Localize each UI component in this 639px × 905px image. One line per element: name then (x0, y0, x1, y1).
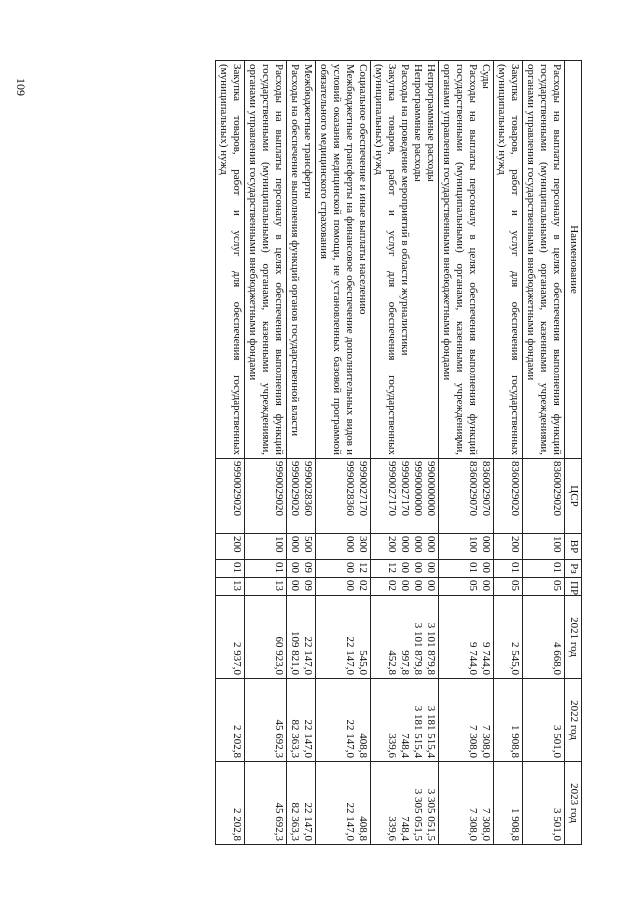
value-csr: 8360029020 (509, 461, 521, 516)
value-pr: 05 (467, 580, 479, 591)
cell-name (371, 61, 439, 459)
value-pr: 00 (425, 580, 437, 591)
value-y2021: 22 147,0 (344, 636, 356, 675)
value-y2022: 82 363,3 (289, 719, 301, 758)
value-vr: 000 (399, 536, 411, 553)
cell-y2021 (216, 596, 245, 679)
value-vr: 000 (425, 536, 437, 553)
value-rz: 12 (357, 562, 369, 573)
item-name: Межбюджетные трансферты (302, 64, 314, 199)
value-y2023: 1 908,8 (509, 808, 521, 841)
table-body (216, 61, 565, 845)
value-csr: 9990029020 (289, 461, 301, 516)
value-csr: 9990028360 (302, 461, 314, 516)
cell-vr (245, 534, 287, 560)
cell-csr (245, 459, 287, 534)
cell-vr (316, 534, 371, 560)
value-y2022: 3 181 515,4 (425, 705, 437, 758)
cell-y2021 (287, 596, 316, 679)
value-csr: 9900000000 (425, 461, 437, 516)
value-rz: 00 (399, 562, 411, 573)
value-csr: 9990027170 (386, 461, 398, 516)
cell-vr (371, 534, 439, 560)
value-rz: 01 (467, 562, 479, 573)
value-csr: 8360029020 (551, 461, 563, 516)
cell-y2023 (245, 762, 287, 845)
cell-pr (245, 578, 287, 596)
value-pr: 00 (480, 580, 492, 591)
value-y2021: 9 744,0 (480, 642, 492, 675)
value-rz: 00 (412, 562, 424, 573)
value-y2022: 45 692,3 (273, 719, 285, 758)
header-rz: Рз (565, 560, 582, 578)
value-rz: 00 (425, 562, 437, 573)
cell-rz (316, 560, 371, 578)
value-vr: 200 (231, 536, 243, 553)
value-y2022: 7 308,0 (480, 725, 492, 758)
table-row (316, 61, 371, 845)
value-vr: 000 (480, 536, 492, 553)
value-vr: 500 (302, 536, 314, 553)
value-y2022: 408,8 (357, 733, 369, 758)
value-rz: 01 (273, 562, 285, 573)
value-vr: 100 (467, 536, 479, 553)
value-vr: 000 (412, 536, 424, 553)
cell-y2021 (494, 596, 523, 679)
value-y2022: 748,4 (399, 733, 411, 758)
value-y2023: 748,4 (399, 816, 411, 841)
cell-rz (245, 560, 287, 578)
cell-y2023 (371, 762, 439, 845)
cell-y2023 (494, 762, 523, 845)
cell-name (287, 61, 316, 459)
header-vr: ВР (565, 534, 582, 560)
cell-y2021 (439, 596, 494, 679)
cell-name (216, 61, 245, 459)
value-pr: 00 (344, 580, 356, 591)
table-row (371, 61, 439, 845)
value-y2021: 545,0 (357, 650, 369, 675)
cell-pr (316, 578, 371, 596)
value-y2021: 2 937,0 (231, 642, 243, 675)
table-row (287, 61, 316, 845)
cell-y2023 (287, 762, 316, 845)
value-pr: 02 (386, 580, 398, 591)
value-y2021: 3 101 879,8 (425, 622, 437, 675)
value-pr: 13 (273, 580, 285, 591)
cell-csr (316, 459, 371, 534)
item-name: Непрограммные расходы (412, 64, 424, 182)
value-y2021: 4 668,0 (551, 642, 563, 675)
cell-vr (287, 534, 316, 560)
value-rz: 00 (480, 562, 492, 573)
item-name: Расходы на выплаты персоналу в целях обеспечения выполнения функций государственными (муниципальными) органами, казенными учреждениями, органами управления государственными внебюджетными фондами (247, 64, 285, 455)
cell-name (494, 61, 523, 459)
cell-vr (439, 534, 494, 560)
value-y2023: 339,6 (386, 816, 398, 841)
rotated-page-content (112, 60, 582, 845)
table-row (494, 61, 523, 845)
value-vr: 000 (289, 536, 301, 553)
cell-csr (287, 459, 316, 534)
value-y2023: 22 147,0 (344, 802, 356, 841)
header-2021: 2021 год (565, 596, 582, 679)
value-pr: 02 (357, 580, 369, 591)
table-row (245, 61, 287, 845)
value-rz: 01 (551, 562, 563, 573)
header-2023: 2023 год (565, 762, 582, 845)
value-y2021: 109 821,0 (289, 631, 301, 675)
item-name: Закупка товаров, работ и услуг для обеспечения государственных (муниципальных) нужд (496, 64, 521, 455)
cell-pr (287, 578, 316, 596)
value-csr: 9990028360 (344, 461, 356, 516)
table-row (523, 61, 565, 845)
cell-rz (287, 560, 316, 578)
cell-y2023 (216, 762, 245, 845)
value-y2021: 3 101 879,8 (412, 622, 424, 675)
value-y2023: 2 202,8 (231, 808, 243, 841)
header-csr: ЦСР (565, 459, 582, 534)
item-name: Межбюджетные трансферты на финансовое обеспечение дополнительных видов и условий оказания медицинской помощи, не установленных базовой программой обязательного медицинского страхования (318, 64, 356, 455)
value-y2023: 7 308,0 (480, 808, 492, 841)
cell-y2022 (494, 679, 523, 762)
table-header-row (565, 61, 582, 845)
cell-y2022 (316, 679, 371, 762)
cell-y2022 (287, 679, 316, 762)
item-name: Закупка товаров, работ и услуг для обеспечения государственных (муниципальных) нужд (373, 64, 398, 455)
header-name: Наименование (565, 61, 582, 459)
cell-y2021 (371, 596, 439, 679)
value-csr: 8360029070 (467, 461, 479, 516)
cell-csr (439, 459, 494, 534)
value-vr: 100 (273, 536, 285, 553)
cell-csr (523, 459, 565, 534)
cell-y2022 (245, 679, 287, 762)
cell-vr (494, 534, 523, 560)
value-rz: 00 (289, 562, 301, 573)
cell-csr (494, 459, 523, 534)
value-rz: 01 (509, 562, 521, 573)
value-csr: 9990000000 (412, 461, 424, 516)
cell-vr (523, 534, 565, 560)
cell-y2021 (523, 596, 565, 679)
value-pr: 00 (399, 580, 411, 591)
value-y2023: 7 308,0 (467, 808, 479, 841)
value-vr: 300 (357, 536, 369, 553)
value-pr: 13 (231, 580, 243, 591)
value-vr: 000 (344, 536, 356, 553)
item-name: Расходы на обеспечение выполнения функций органов государственной власти (289, 64, 301, 437)
cell-y2021 (316, 596, 371, 679)
value-y2022: 7 308,0 (467, 725, 479, 758)
value-y2021: 2 545,0 (509, 642, 521, 675)
value-y2021: 22 147,0 (302, 636, 314, 675)
cell-y2023 (523, 762, 565, 845)
cell-rz (371, 560, 439, 578)
value-y2021: 60 923,0 (273, 636, 285, 675)
item-name: Расходы на проведение мероприятий в области журналистики (399, 64, 411, 356)
cell-pr (523, 578, 565, 596)
budget-table (215, 60, 582, 845)
cell-name (316, 61, 371, 459)
cell-pr (216, 578, 245, 596)
item-name: Социальное обеспечение и иные выплаты населению (357, 64, 369, 315)
cell-rz (216, 560, 245, 578)
item-name: Расходы на выплаты персоналу в целях обеспечения выполнения функций государственными (муниципальными) органами, казенными учреждениями, органами управления государственными внебюджетными фондами (441, 64, 479, 455)
page-number: 109 (14, 78, 28, 96)
cell-rz (523, 560, 565, 578)
cell-name (245, 61, 287, 459)
value-csr: 8360029070 (480, 461, 492, 516)
cell-y2022 (216, 679, 245, 762)
value-y2023: 408,8 (357, 816, 369, 841)
value-vr: 200 (509, 536, 521, 553)
cell-y2021 (245, 596, 287, 679)
cell-y2022 (439, 679, 494, 762)
cell-vr (216, 534, 245, 560)
value-pr: 05 (551, 580, 563, 591)
cell-y2023 (316, 762, 371, 845)
value-y2022: 22 147,0 (344, 719, 356, 758)
cell-rz (494, 560, 523, 578)
item-name: Суды (480, 64, 492, 89)
value-vr: 100 (551, 536, 563, 553)
value-y2022: 339,6 (386, 733, 398, 758)
value-y2021: 997,8 (399, 650, 411, 675)
value-rz: 00 (344, 562, 356, 573)
cell-csr (371, 459, 439, 534)
value-y2023: 3 305 051,5 (412, 788, 424, 841)
value-y2022: 2 202,8 (231, 725, 243, 758)
cell-pr (371, 578, 439, 596)
value-pr: 05 (509, 580, 521, 591)
item-name: Закупка товаров, работ и услуг для обеспечения государственных (муниципальных) нужд (218, 64, 243, 455)
value-pr: 00 (412, 580, 424, 591)
value-y2021: 9 744,0 (467, 642, 479, 675)
value-y2022: 22 147,0 (302, 719, 314, 758)
cell-y2022 (371, 679, 439, 762)
value-y2021: 452,8 (386, 650, 398, 675)
value-y2023: 22 147,0 (302, 802, 314, 841)
header-pr: ПР (565, 578, 582, 596)
cell-pr (494, 578, 523, 596)
value-y2023: 45 692,3 (273, 802, 285, 841)
value-y2022: 3 181 515,4 (412, 705, 424, 758)
value-vr: 200 (386, 536, 398, 553)
value-pr: 09 (302, 580, 314, 591)
cell-pr (439, 578, 494, 596)
cell-rz (439, 560, 494, 578)
value-csr: 9990029020 (273, 461, 285, 516)
cell-csr (216, 459, 245, 534)
cell-y2022 (523, 679, 565, 762)
header-2022: 2022 год (565, 679, 582, 762)
value-csr: 9990027170 (357, 461, 369, 516)
value-y2023: 3 501,0 (551, 808, 563, 841)
value-rz: 01 (231, 562, 243, 573)
table-row (216, 61, 245, 845)
value-pr: 00 (289, 580, 301, 591)
value-y2022: 3 501,0 (551, 725, 563, 758)
value-y2022: 1 908,8 (509, 725, 521, 758)
value-rz: 09 (302, 562, 314, 573)
item-name: Расходы на выплаты персоналу в целях обеспечения выполнения функций государственными (муниципальными) органами, казенными учреждениями, органами управления государственными внебюджетными фондами (525, 64, 563, 455)
cell-name (439, 61, 494, 459)
item-name: Непрограммные расходы (425, 64, 437, 182)
value-csr: 9990029020 (231, 461, 243, 516)
cell-name (523, 61, 565, 459)
value-csr: 9990027170 (399, 461, 411, 516)
value-y2023: 82 363,3 (289, 802, 301, 841)
value-y2023: 3 305 051,5 (425, 788, 437, 841)
value-rz: 12 (386, 562, 398, 573)
table-row (439, 61, 494, 845)
cell-y2023 (439, 762, 494, 845)
